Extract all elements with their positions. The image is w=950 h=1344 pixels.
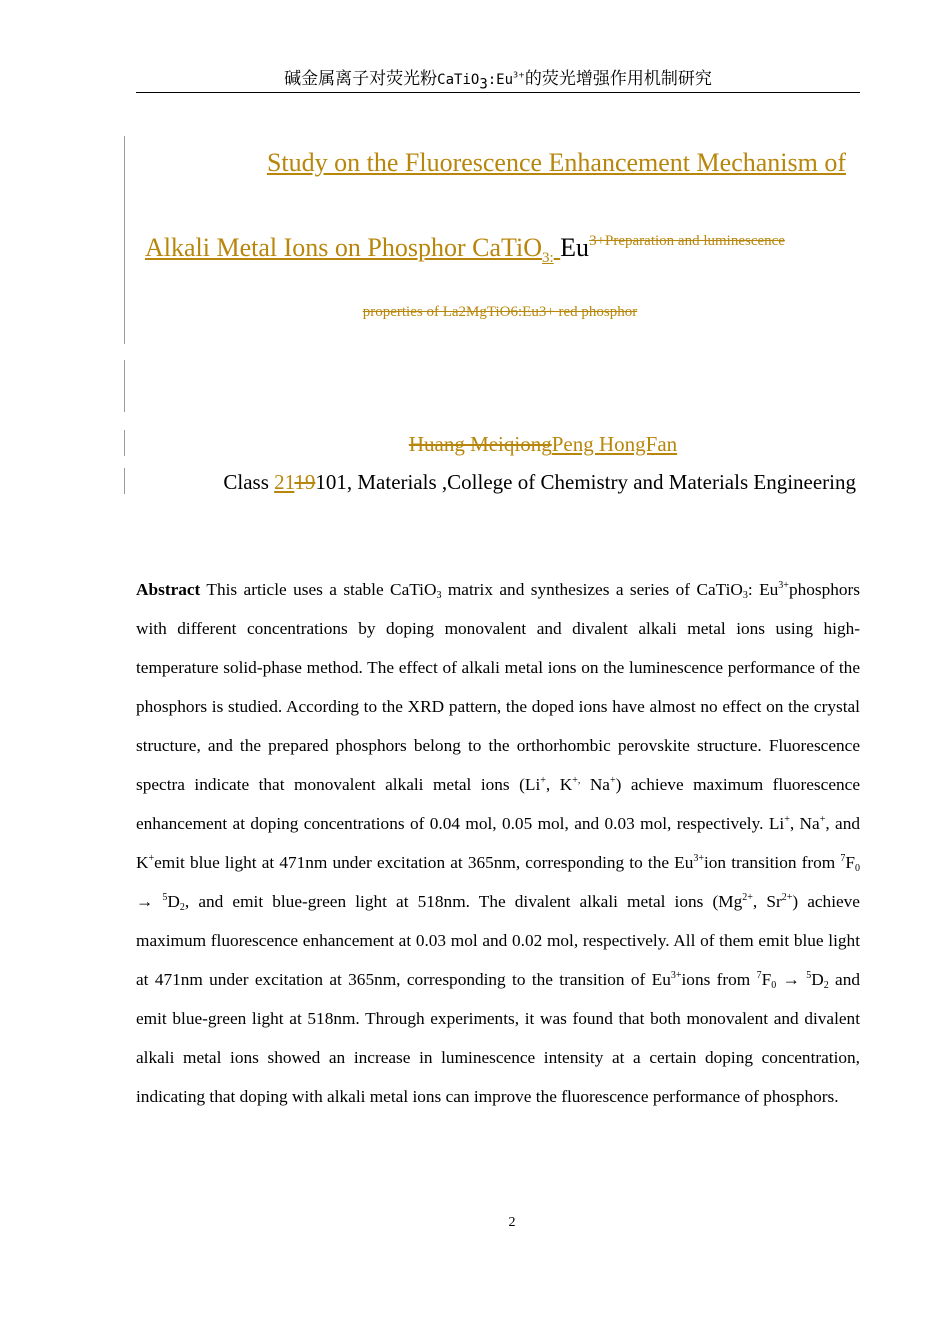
author (140, 430, 946, 458)
superscript: + (819, 814, 826, 825)
abstract-text: D (811, 970, 824, 989)
affiliation-prefix: Class (223, 470, 275, 494)
abstract-text: ion transition from (703, 853, 841, 872)
superscript: + (148, 853, 155, 864)
change-bar-affiliation (124, 468, 125, 494)
abstract-text: : Eu (747, 580, 779, 599)
abstract-text: and emit blue-green light at 518nm. Through experiments, it was found that both monovalent and divalent alkali metal ions showed an increase in luminescence intensity at a certain doping concentration, indicating that doping with alkali metal ions can improve the fluorescence performance of phosphors. (136, 970, 860, 1106)
superscript: 2+ (742, 892, 753, 903)
superscript: + (609, 775, 616, 786)
author-inserted: Peng HongFan (551, 432, 678, 456)
abstract-text: , and K (136, 814, 861, 872)
header-formula-sub: 3 (479, 76, 488, 93)
abstract-text: phosphors with different concentrations by doping monovalent and divalent alkali metal ions using high-temperature solid-phase method. The effect of alkali metal ions on the luminescence performance of the phosphors is studied. According to the XRD pattern, the doped ions have almost no effect on the crystal structure, and the prepared phosphors belong to the orthorhombic perovskite structure. Fluorescence spectra indicate that monovalent alkali metal ions (Li (136, 580, 860, 794)
page-number: 2 (508, 1215, 516, 1230)
abstract-text: Na (580, 775, 610, 794)
title-inserted-line2: Alkali Metal Ions on Phosphor CaTiO (145, 233, 542, 262)
superscript: 7 (840, 853, 846, 864)
superscript: 3+ (778, 580, 789, 591)
abstract-text: , and emit blue-green light at 518nm. The divalent alkali metal ions (Mg (184, 892, 743, 911)
abstract (136, 570, 860, 1116)
title-deleted-line2: Preparation and luminescence (605, 233, 785, 249)
title-formula-sub: 3: (542, 250, 554, 267)
affiliation-rest: 101, Materials ,College of Chemistry and Materials Engineering (315, 470, 856, 494)
title-eu: Eu (560, 233, 590, 262)
abstract-text: F (761, 970, 772, 989)
abstract-text: , Na (789, 814, 820, 833)
subscript: 2 (823, 980, 829, 991)
superscript: 5 (162, 892, 168, 903)
author-deleted: Huang Meiqiong (408, 432, 552, 456)
superscript: +, (572, 775, 581, 786)
abstract-text: F (845, 853, 855, 872)
affiliation-inserted: 21 (274, 470, 295, 494)
running-header (136, 68, 860, 93)
abstract-text: This article uses a stable CaTiO (200, 580, 437, 599)
abstract-text: ions from (681, 970, 757, 989)
superscript: 3+ (693, 853, 704, 864)
superscript: 2+ (781, 892, 793, 903)
header-formula: CaTiO (437, 72, 480, 88)
superscript: + (540, 775, 546, 786)
header-eu-sup: 3+ (513, 70, 525, 80)
abstract-text: D (167, 892, 180, 911)
change-bar-blank (124, 360, 125, 412)
subscript: 0 (855, 863, 860, 874)
superscript: 3+ (670, 970, 682, 981)
title-eu-sup: 3+ (589, 233, 606, 249)
abstract-text: ) achieve maximum fluorescence enhancement at doping concentrations of 0.04 mol, 0.05 mol, and 0.03 mol, respectively. Li (136, 775, 860, 833)
header-text-after: 的荧光增强作用机制研究 (524, 69, 712, 89)
change-bar-author (124, 430, 125, 456)
title-inserted-line1: Study on the Fluorescence Enhancement Mechanism of (266, 148, 846, 177)
header-colon-eu: :Eu (487, 72, 514, 88)
superscript: 7 (756, 970, 762, 981)
superscript: 5 (806, 970, 812, 981)
subscript: 3 (742, 590, 748, 601)
abstract-text: , Sr (752, 892, 782, 911)
change-bar-title (124, 136, 125, 344)
subscript: 0 (771, 980, 777, 991)
abstract-text: matrix and synthesizes a series of CaTiO (441, 580, 743, 599)
abstract-text: → (136, 892, 163, 911)
subscript: 2 (179, 902, 185, 913)
affiliation (140, 468, 856, 496)
abstract-label: Abstract (136, 580, 201, 599)
header-text-before: 碱金属离子对荧光粉 (284, 69, 438, 89)
title-line-3 (140, 302, 860, 322)
abstract-text: emit blue light at 471nm under excitation at 365nm, corresponding to the Eu (154, 853, 694, 872)
abstract-text: , K (545, 775, 573, 794)
title-deleted-line3: properties of La2MgTiO6:Eu3+ red phosphor (362, 304, 638, 320)
abstract-text: ) achieve maximum fluorescence enhancement at 0.03 mol and 0.02 mol, respectively. All of them emit blue light at 471nm under excitation at 365nm, corresponding to the transition of Eu (136, 892, 860, 989)
affiliation-deleted: 19 (294, 470, 316, 494)
abstract-text: → (776, 970, 807, 989)
subscript: 3 (436, 590, 442, 601)
superscript: + (784, 814, 790, 825)
title-line-2 (145, 224, 855, 265)
title-line-1 (140, 146, 846, 180)
